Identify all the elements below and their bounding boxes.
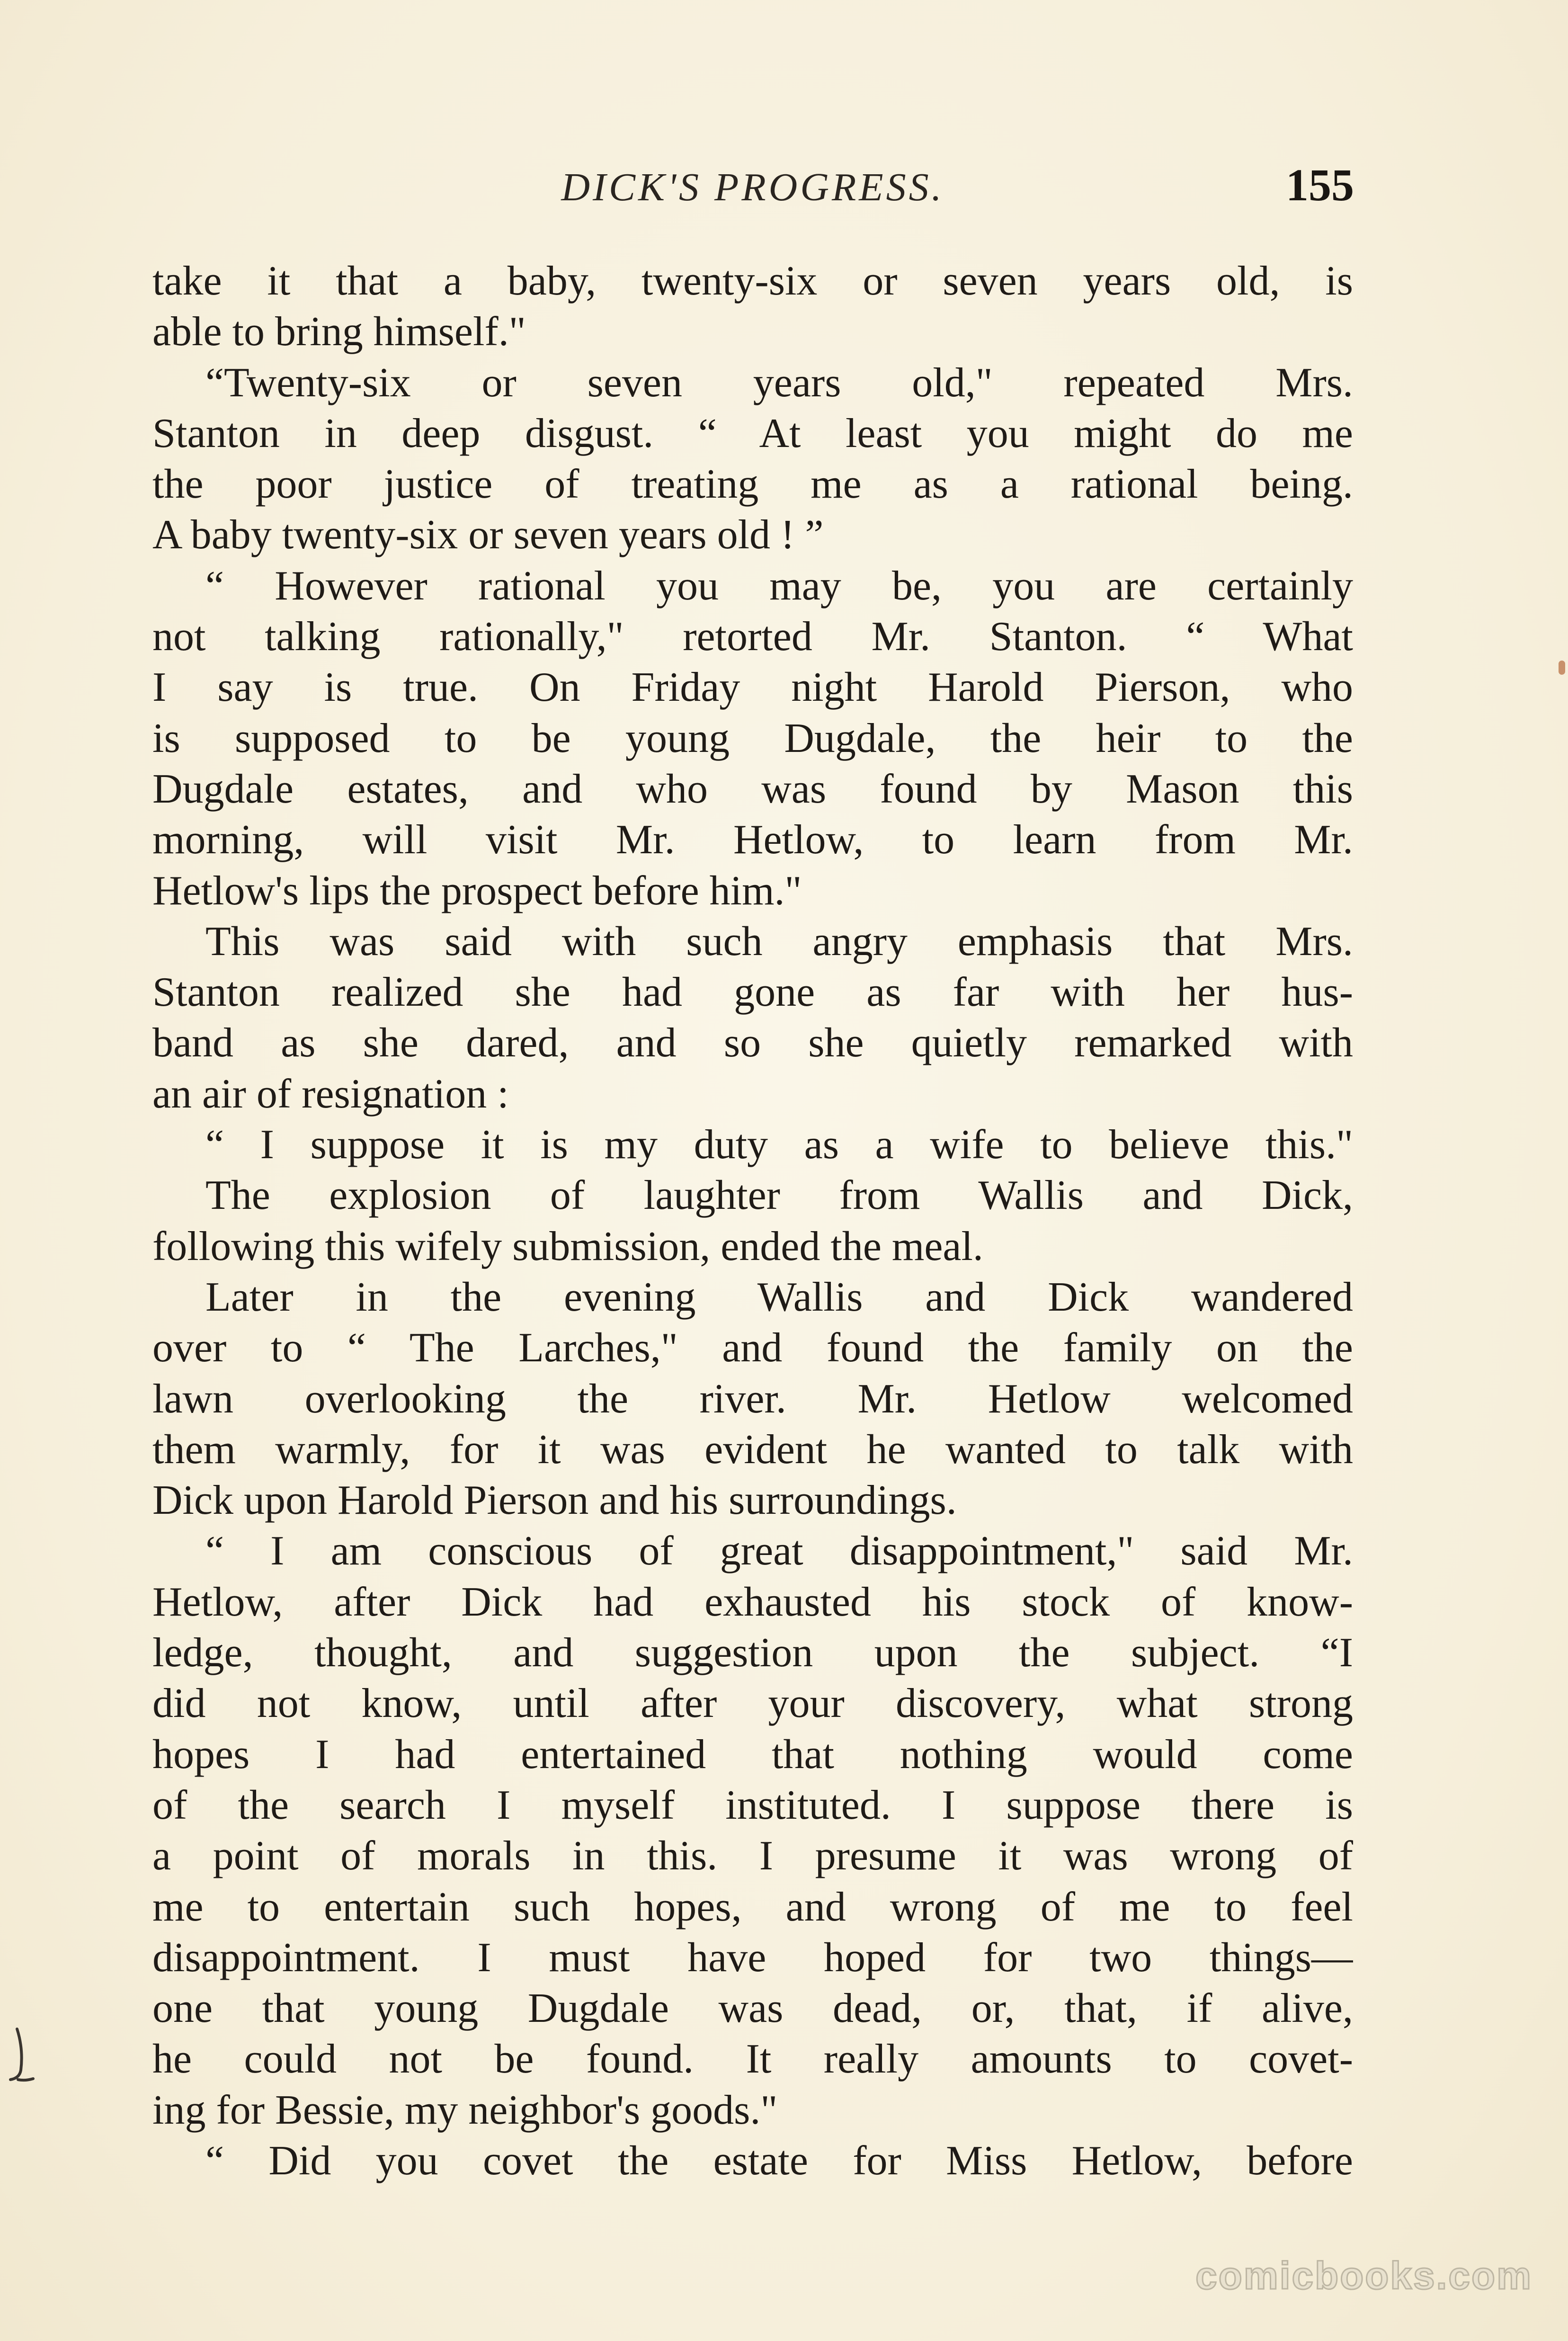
text-line: able to bring himself." [152,309,526,355]
text-line: Hetlow's lips the prospect before him." [152,867,802,914]
body-text [152,256,1353,2186]
text-line: Dugdale estates, and who was found by Mason this [152,766,1353,812]
edge-stain [1559,661,1565,675]
text-line: disappointment. I must have hoped for two things— [152,1934,1353,1981]
margin-pencil-mark [7,2027,35,2088]
text-line: Dick upon Harold Pierson and his surroundings. [152,1477,957,1524]
text-line: take it that a baby, twenty-six or seven years old, is [152,258,1353,304]
text-line: me to entertain such hopes, and wrong of me to feel [152,1884,1353,1930]
text-line: one that young Dugdale was dead, or, that, if alive, [152,1985,1353,2032]
text-line: hopes I had entertained that nothing would come [152,1731,1353,1778]
text-line: “ However rational you may be, you are certainly [205,563,1353,609]
text-line: Hetlow, after Dick had exhausted his stock of know- [152,1579,1353,1625]
text-line: over to “ The Larches," and found the family on the [152,1325,1353,1371]
watermark-logo: comicbooks.com [1195,2254,1532,2297]
text-line: band as she dared, and so she quietly remarked with [152,1020,1353,1066]
text-line: Stanton in deep disgust. “ At least you might do me [152,410,1353,456]
page-header [151,154,1354,220]
text-line: lawn overlooking the river. Mr. Hetlow welcomed [152,1376,1353,1422]
text-line: “ I suppose it is my duty as a wife to believe this." [205,1122,1353,1168]
text-line: did not know, until after your discovery, what strong [152,1680,1353,1727]
text-line: ledge, thought, and suggestion upon the subject. “I [152,1630,1353,1676]
running-head: DICK'S PROGRESS. [561,165,944,209]
text-line: “ I am conscious of great disappointment," said Mr. [205,1528,1353,1574]
text-line: morning, will visit Mr. Hetlow, to learn from Mr. [152,817,1353,863]
text-line: Stanton realized she had gone as far with her hus- [152,969,1353,1016]
text-line: “ Did you covet the estate for Miss Hetlow, before [205,2137,1353,2184]
text-line: I say is true. On Friday night Harold Pierson, who [152,664,1353,711]
text-line: a point of morals in this. I presume it was wrong of [152,1833,1353,1879]
text-line: of the search I myself instituted. I suppose there is [152,1782,1353,1828]
text-line: The explosion of laughter from Wallis and Dick, [205,1172,1353,1219]
text-line: A baby twenty-six or seven years old ! ” [152,512,824,558]
pencil-mark-icon [7,2027,35,2088]
text-line: “Twenty-six or seven years old," repeated Mrs. [205,359,1353,406]
text-line: an air of resignation : [152,1071,509,1117]
text-line: not talking rationally," retorted Mr. Stanton. “ What [152,614,1353,660]
text-line: is supposed to be young Dugdale, the heir to the [152,715,1353,761]
text-line: following this wifely submission, ended the meal. [152,1223,983,1269]
text-line: them warmly, for it was evident he wanted to talk with [152,1426,1353,1473]
text-line: This was said with such angry emphasis that Mrs. [205,918,1353,965]
text-line: Later in the evening Wallis and Dick wandered [205,1274,1353,1320]
text-line: he could not be found. It really amounts to covet- [152,2036,1353,2082]
text-line: the poor justice of treating me as a rational being. [152,461,1353,508]
page-number: 155 [1286,160,1354,210]
text-line: ing for Bessie, my neighbor's goods." [152,2087,778,2133]
